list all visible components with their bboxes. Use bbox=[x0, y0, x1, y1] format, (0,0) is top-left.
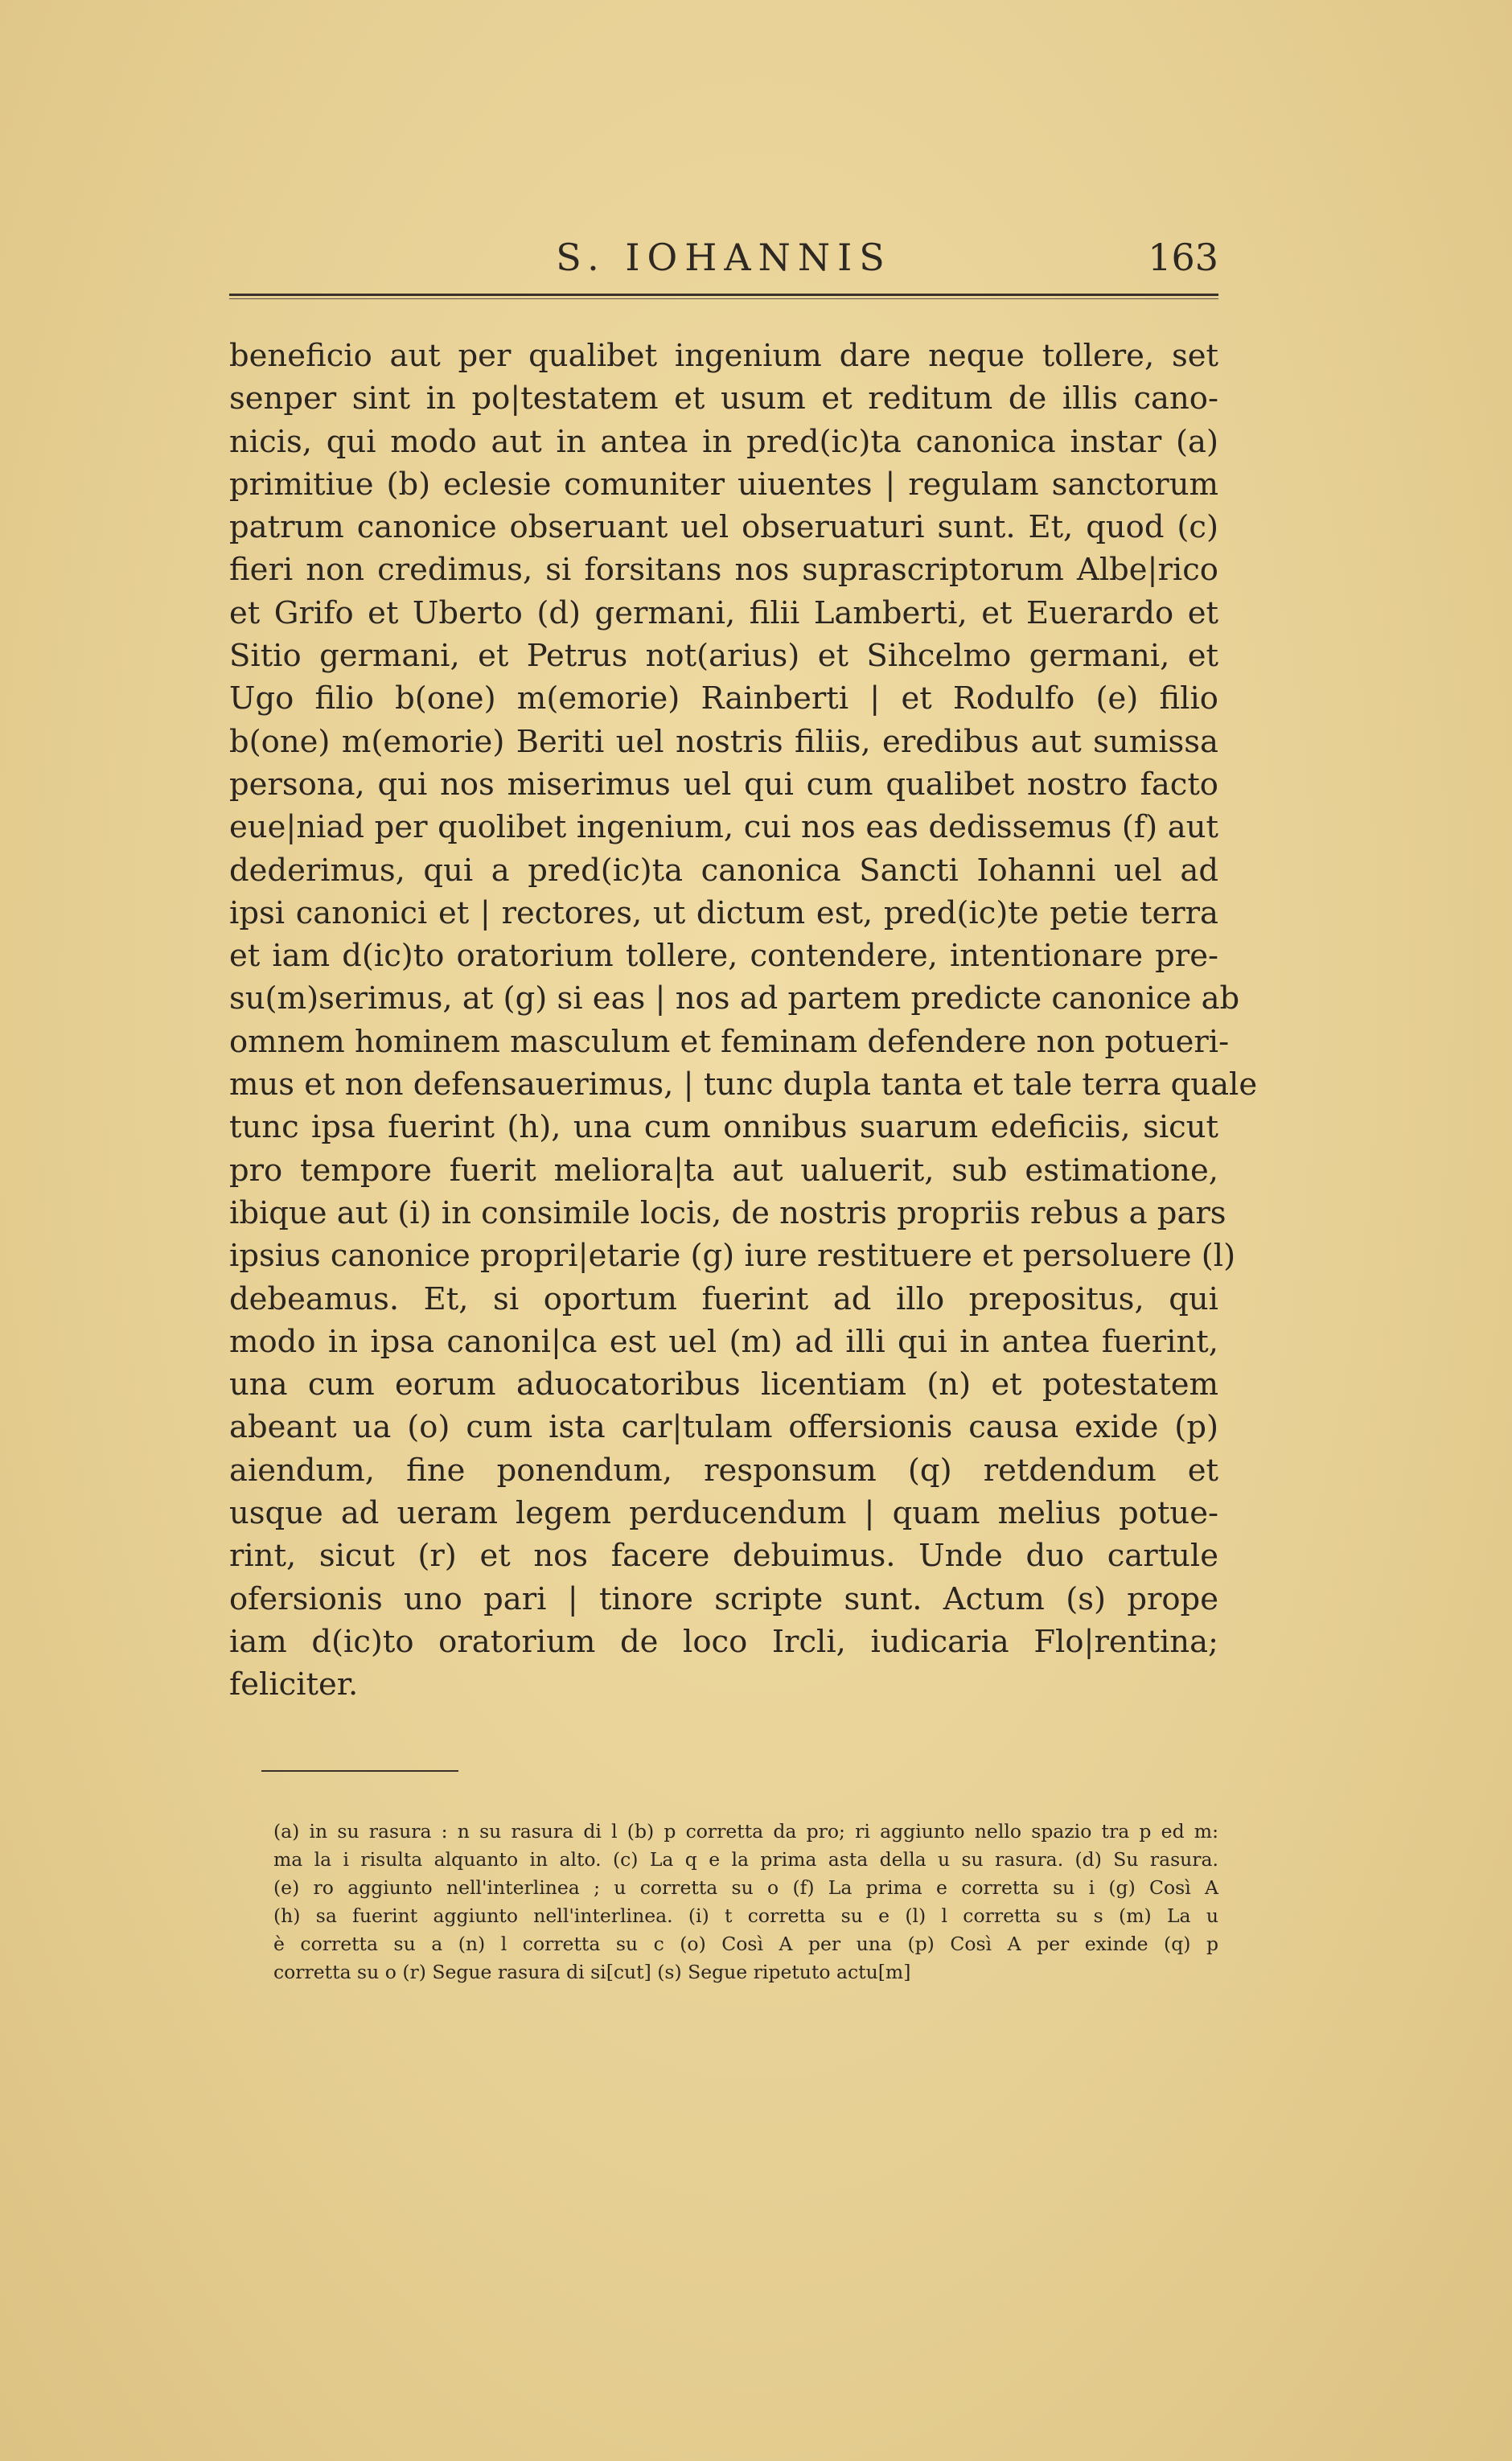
body-line: ipsius canonice propri|etarie (g) iure restituere et persoluere (l) bbox=[229, 1238, 1236, 1275]
body-line: pro tempore fuerit meliora|ta aut ualuerit, sub estimatione, bbox=[229, 1152, 1218, 1189]
body-line: ibique aut (i) in consimile locis, de nostris propriis rebus a pars bbox=[229, 1194, 1226, 1231]
body-line: una cum eorum aduocatoribus licentiam (n) et potestatem bbox=[229, 1366, 1218, 1403]
body-line: omnem hominem masculum et feminam defendere non potueri- bbox=[229, 1023, 1230, 1060]
footnote-line: è corretta su a (n) l corretta su c (o) Così A per una (p) Così A per exinde (q) p bbox=[273, 1933, 1218, 1955]
body-line: et iam d(ic)to oratorium tollere, contendere, intentionare pre- bbox=[229, 938, 1218, 975]
body-line: mus et non defensauerimus, | tunc dupla tanta et tale terra quale bbox=[229, 1066, 1258, 1103]
body-line: fieri non credimus, si forsitans nos suprascriptorum Albe|rico bbox=[229, 552, 1218, 589]
footnote-line: corretta su o (r) Segue rasura di si[cut] (s) Segue ripetuto actu[m] bbox=[273, 1961, 911, 1983]
running-title: S. IOHANNIS bbox=[556, 236, 892, 279]
page-number: 163 bbox=[1148, 236, 1218, 279]
body-line: usque ad ueram legem perducendum | quam melius potue- bbox=[229, 1495, 1218, 1532]
body-line: senper sint in po|testatem et usum et reditum de illis cano- bbox=[229, 380, 1218, 417]
footnote-line: (a) in su rasura : n su rasura di l (b) p corretta da pro; ri aggiunto nello spazio tra p ed m: bbox=[273, 1820, 1218, 1843]
body-line: b(one) m(emorie) Beriti uel nostris filiis, eredibus aut sumissa bbox=[229, 723, 1218, 760]
body-line: nicis, qui modo aut in antea in pred(ic)ta canonica instar (a) bbox=[229, 423, 1218, 460]
body-line: modo in ipsa canoni|ca est uel (m) ad illi qui in antea fuerint, bbox=[229, 1323, 1218, 1360]
body-line: debeamus. Et, si oportum fuerint ad illo prepositus, qui bbox=[229, 1280, 1218, 1317]
body-line: patrum canonice obseruant uel obseruaturi sunt. Et, quod (c) bbox=[229, 509, 1218, 546]
header-rule bbox=[229, 294, 1218, 296]
page-header bbox=[229, 236, 1218, 284]
body-line: rint, sicut (r) et nos facere debuimus. Unde duo cartule bbox=[229, 1538, 1218, 1575]
body-line: su(m)serimus, at (g) si eas | nos ad partem predicte canonice ab bbox=[229, 980, 1240, 1017]
body-line: et Grifo et Uberto (d) germani, filii Lamberti, et Euerardo et bbox=[229, 594, 1218, 631]
body-line: Ugo filio b(one) m(emorie) Rainberti | et Rodulfo (e) filio bbox=[229, 680, 1218, 717]
footnote-line: ma la i risulta alquanto in alto. (c) La q e la prima asta della u su rasura. (d) Su rasura. bbox=[273, 1848, 1218, 1871]
header-rule-thin bbox=[229, 298, 1218, 299]
footnotes bbox=[273, 1818, 1218, 1986]
body-line: iam d(ic)to oratorium de loco Ircli, iudicaria Flo|rentina; bbox=[229, 1623, 1218, 1660]
body-line: abeant ua (o) cum ista car|tulam offersionis causa exide (p) bbox=[229, 1409, 1218, 1446]
footnote-rule bbox=[261, 1770, 458, 1772]
body-text bbox=[229, 335, 1258, 1707]
body-line: ofersionis uno pari | tinore scripte sunt. Actum (s) prope bbox=[229, 1580, 1218, 1617]
footnote-line: (e) ro aggiunto nell'interlinea ; u corretta su o (f) La prima e corretta su i (g) Così A bbox=[273, 1876, 1218, 1899]
body-line: tunc ipsa fuerint (h), una cum onnibus suarum edeficiis, sicut bbox=[229, 1109, 1218, 1146]
body-line: aiendum, fine ponendum, responsum (q) retdendum et bbox=[229, 1452, 1218, 1489]
body-line: beneficio aut per qualibet ingenium dare neque tollere, set bbox=[229, 338, 1218, 374]
body-line: ipsi canonici et | rectores, ut dictum est, pred(ic)te petie terra bbox=[229, 894, 1218, 931]
body-line: eue|niad per quolibet ingenium, cui nos eas dedissemus (f) aut bbox=[229, 809, 1218, 846]
body-line: feliciter. bbox=[229, 1666, 359, 1703]
body-line: Sitio germani, et Petrus not(arius) et Sihcelmo germani, et bbox=[229, 638, 1218, 675]
body-line: persona, qui nos miserimus uel qui cum qualibet nostro facto bbox=[229, 766, 1218, 803]
body-line: dederimus, qui a pred(ic)ta canonica Sancti Iohanni uel ad bbox=[229, 852, 1218, 889]
footnote-line: (h) sa fuerint aggiunto nell'interlinea. (i) t corretta su e (l) l corretta su s (m) La u bbox=[273, 1904, 1218, 1927]
body-line: primitiue (b) eclesie comuniter uiuentes | regulam sanctorum bbox=[229, 466, 1218, 503]
